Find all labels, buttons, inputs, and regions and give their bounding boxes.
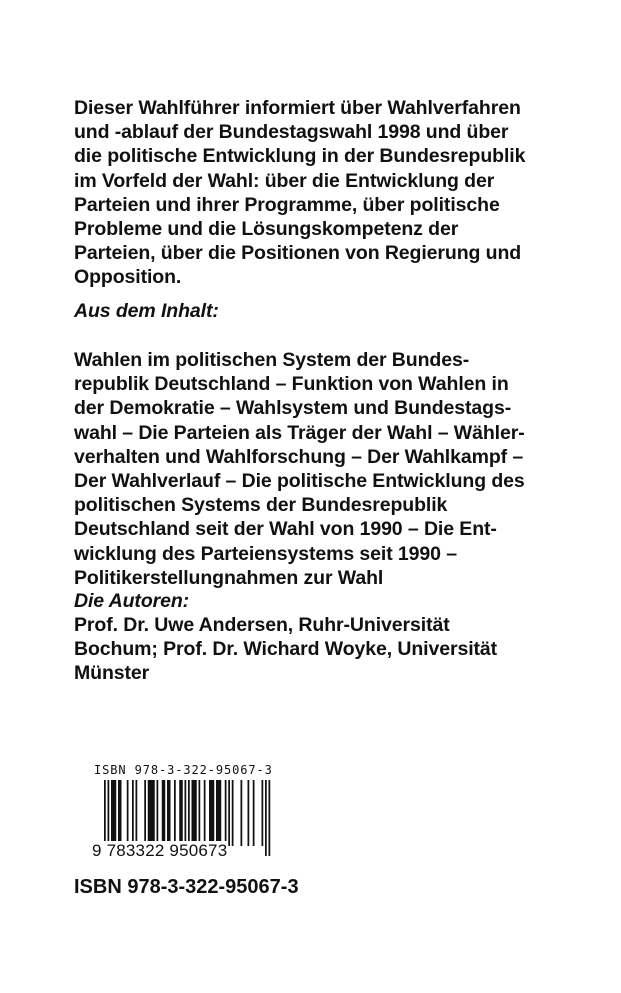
contents-line: politischen Systems der Bundesrepublik	[74, 494, 448, 517]
contents-line: Politikerstellungnahmen zur Wahl	[74, 566, 384, 589]
barcode-bar	[157, 780, 159, 846]
contents-line: Wahlen im politischen System der Bundes-	[74, 349, 470, 371]
barcode-bar	[241, 780, 243, 846]
barcode-bar	[253, 780, 255, 846]
barcode-bar	[225, 780, 227, 846]
blurb-line: Parteien und ihrer Programme, über politische	[74, 193, 500, 216]
barcode-bar	[248, 780, 250, 846]
barcode-isbn-label: ISBN 978-3-322-95067-3	[94, 763, 273, 777]
barcode-bar	[132, 780, 134, 846]
blurb-line: Parteien, über die Positionen von Regierung und	[74, 242, 522, 265]
barcode-bar	[118, 780, 122, 846]
authors-paragraph	[74, 613, 574, 686]
blurb-line: die politische Entwicklung in der Bundesrepublik	[74, 145, 526, 168]
barcode-bar	[204, 780, 206, 846]
barcode-bar	[216, 780, 221, 846]
authors-line: Bochum; Prof. Dr. Wichard Woyke, Universität	[74, 638, 498, 661]
barcode-bar	[262, 780, 264, 846]
barcode-bar	[167, 780, 171, 846]
blurb-line: Opposition.	[74, 266, 182, 289]
blurb-line: im Vorfeld der Wahl: über die Entwicklung der	[74, 169, 495, 192]
contents-line: Deutschland seit der Wahl von 1990 – Die Ent-	[74, 518, 497, 541]
isbn-number: ISBN 978-3-322-95067-3	[74, 876, 299, 898]
barcode-bar	[144, 780, 146, 846]
barcode-bar	[148, 780, 155, 846]
contents-line: wahl – Die Parteien als Träger der Wahl – Wähler-	[74, 421, 525, 444]
contents-line: der Demokratie – Wahlsystem und Bundestags-	[74, 397, 512, 420]
barcode-bar	[136, 780, 138, 846]
barcode-bar	[174, 780, 176, 846]
blurb-line: Dieser Wahlführer informiert über Wahlverfahren	[74, 97, 521, 119]
blurb-line: und -ablauf der Bundestagswahl 1998 und über	[74, 121, 509, 144]
authors-line: Prof. Dr. Uwe Andersen, Ruhr-Universität	[74, 614, 450, 636]
contents-line: Der Wahlverlauf – Die politische Entwicklung des	[74, 470, 525, 493]
barcode-bar	[265, 780, 267, 856]
contents-heading: Aus dem Inhalt:	[74, 300, 219, 322]
authors-heading: Die Autoren:	[74, 590, 190, 612]
authors-line: Münster	[74, 662, 150, 685]
contents-line: wicklung des Parteiensystems seit 1990 –	[74, 542, 457, 565]
barcode-bar	[127, 780, 129, 846]
barcode	[92, 763, 282, 873]
barcode-bar	[269, 780, 271, 856]
contents-line: verhalten und Wahlforschung – Der Wahlkampf –	[74, 445, 524, 468]
barcode-bar	[192, 780, 197, 846]
barcode-bar	[179, 780, 183, 846]
barcode-bar	[111, 780, 116, 846]
blurb-paragraph	[74, 96, 574, 290]
barcode-bar	[232, 780, 234, 846]
barcode-digits: 9 783322 950673	[92, 841, 228, 860]
contents-paragraph	[74, 348, 574, 590]
barcode-bar	[199, 780, 201, 846]
contents-line: republik Deutschland – Funktion von Wahlen in	[74, 373, 509, 396]
barcode-bar	[162, 780, 166, 846]
barcode-bar	[209, 780, 214, 846]
barcode-bar	[228, 780, 230, 846]
blurb-line: Probleme und die Lösungskompetenz der	[74, 218, 459, 241]
